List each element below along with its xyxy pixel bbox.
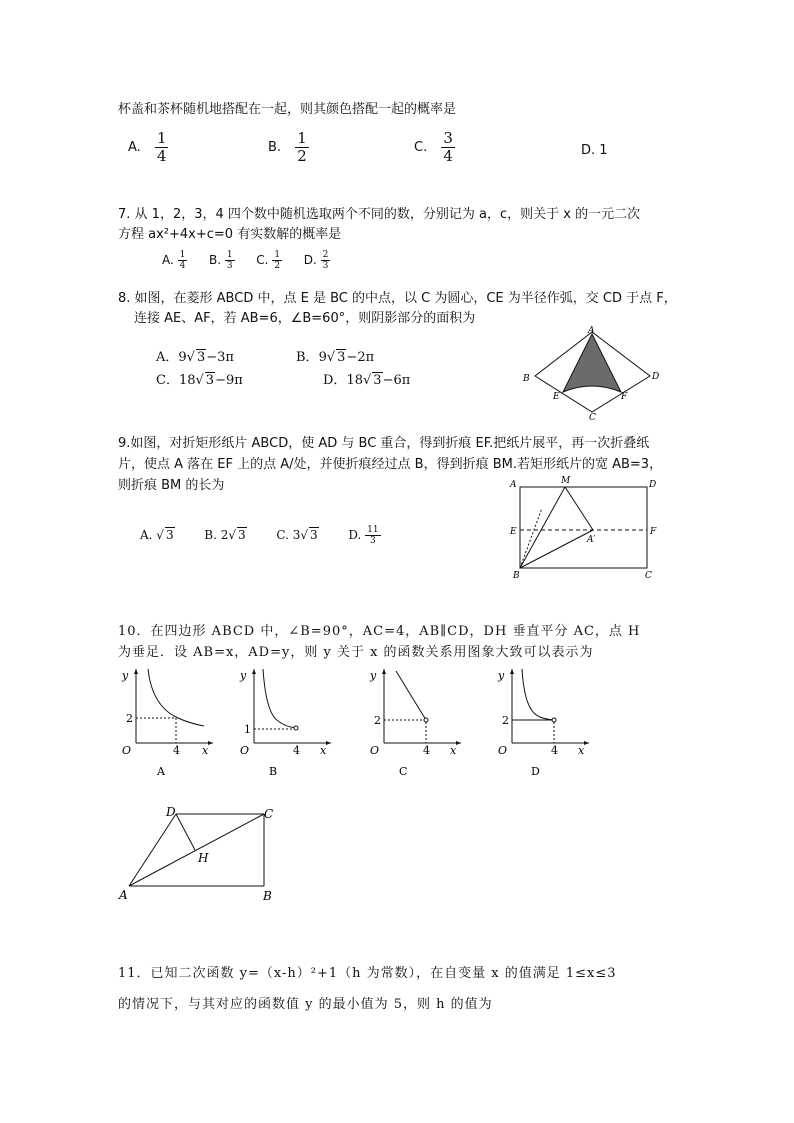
q9-stem-line1: 9.如图，对折矩形纸片 ABCD，使 AD 与 BC 重合，得到折痕 EF.把纸片展平，再一次折叠纸 (118, 436, 650, 451)
label-E: E (553, 392, 560, 402)
q10-graph-d (494, 663, 594, 778)
svg-text:4: 4 (551, 744, 558, 757)
segment-MA1 (565, 487, 593, 530)
q8-stem-line2: 连接 AE、AF，若 AB=6，∠B=60°，则阴影部分的面积为 (134, 311, 476, 326)
label-A: A (510, 480, 517, 490)
q7-stem-line1: 7. 从 1，2，3，4 四个数中随机选取两个不同的数，分别记为 a，c，则关于 x 的一元二次 (118, 207, 641, 222)
label-F: F (621, 392, 628, 402)
fraction: $\frac{1}{3}$ (226, 250, 233, 271)
svg-text:O: O (240, 744, 250, 757)
svg-text:4: 4 (293, 744, 300, 757)
q6-stem: 杯盖和茶杯随机地搭配在一起，则其颜色搭配一起的概率是 (118, 102, 457, 117)
q10-stem-line1: 10．在四边形 ABCD 中，∠B=90°，AC=4，AB∥CD，DH 垂直平分 AC，点 H (118, 624, 641, 639)
q10-stem-line2: 为垂足．设 AB=x，AD=y，则 y 关于 x 的函数关系用图象大致可以表示为 (118, 645, 594, 660)
svg-text:O: O (122, 744, 132, 757)
q6-option-b (268, 130, 309, 165)
fraction: $\frac{1}{2}$ (297, 129, 307, 165)
option-label: C. (414, 140, 428, 155)
diagonal-AC (129, 814, 264, 886)
curve (263, 669, 296, 728)
graph-caption: A (157, 765, 165, 778)
q9-options: A. √ 3 B. 2√ 3 C. 3√ 3 D. $\frac{11}{3}$ (140, 525, 379, 546)
label-C: C (589, 413, 596, 422)
q10-quadrilateral-figure (116, 802, 286, 906)
svg-text:4: 4 (423, 744, 430, 757)
label-A: A (588, 326, 595, 336)
q6-option-d: D. 1 (581, 143, 608, 158)
svg-text:C: C (264, 807, 274, 821)
option-label: A. (162, 253, 174, 267)
option-label: B. (268, 140, 282, 155)
q9-stem-line3: 则折痕 BM 的长为 (118, 478, 225, 493)
fraction: $\frac{1}{4}$ (179, 250, 186, 271)
svg-text:x: x (578, 744, 585, 757)
svg-text:x: x (202, 744, 209, 757)
q8-option-b: B．9√ 3−2π (296, 350, 375, 365)
graph-caption: C (399, 765, 408, 778)
label-A-prime: A′ (587, 535, 596, 545)
shaded-region (563, 334, 621, 392)
svg-text:y: y (240, 669, 247, 682)
svg-text:D: D (166, 805, 176, 819)
svg-text:H: H (198, 851, 209, 865)
q9-rectangle-figure (505, 472, 665, 584)
svg-text:2: 2 (374, 714, 381, 727)
svg-text:y: y (122, 669, 129, 682)
q11-stem-line2: 的情况下，与其对应的函数值 y 的最小值为 5，则 h 的值为 (118, 997, 493, 1012)
q11-stem-line1: 11．已知二次函数 y=（x-h）²+1（h 为常数），在自变量 x 的值满足 1≤x≤3 (118, 966, 617, 981)
segment-DH (176, 814, 195, 850)
q7-options (162, 250, 330, 271)
svg-text:2: 2 (502, 714, 509, 727)
label-M: M (561, 476, 571, 486)
curve (522, 669, 554, 720)
fraction: $\frac{1}{2}$ (274, 250, 281, 271)
graph-caption: D (531, 765, 540, 778)
svg-text:O: O (370, 744, 380, 757)
svg-text:y: y (370, 669, 377, 682)
svg-text:x: x (320, 744, 327, 757)
q10-graph-a (118, 663, 218, 778)
fraction: $\frac{2}{3}$ (322, 250, 329, 271)
fraction: $\frac{11}{3}$ (367, 525, 379, 546)
segment-BA1-dashed (520, 508, 542, 568)
graph-caption: B (269, 765, 278, 778)
q6-option-c (414, 130, 455, 165)
svg-text:2: 2 (126, 712, 133, 725)
rectangle-outline (520, 487, 647, 568)
q8-option-a: A．9√ 3−3π (156, 350, 234, 365)
curve (148, 669, 204, 726)
svg-text:4: 4 (173, 744, 180, 757)
q8-option-c: C．18√ 3−9π (156, 373, 243, 388)
option-label: B. (209, 253, 222, 267)
svg-text:O: O (498, 744, 508, 757)
label-F: F (650, 527, 657, 537)
segment (396, 671, 426, 720)
label-C: C (645, 571, 652, 581)
q8-stem-line1: 8. 如图，在菱形 ABCD 中，点 E 是 BC 的中点，以 C 为圆心，CE 为半径作弧，交 CD 于点 F， (118, 291, 677, 306)
label-E: E (510, 527, 517, 537)
label-D: D (652, 372, 660, 382)
q10-graph-b (236, 663, 336, 778)
q8-option-d: D．18√ 3−6π (323, 373, 411, 388)
option-label: C. (256, 253, 269, 267)
svg-text:x: x (450, 744, 457, 757)
q8-rhombus-figure (515, 322, 665, 422)
side-AD (129, 814, 176, 886)
q7-stem-line2: 方程 ax²+4x+c=0 有实数解的概率是 (118, 227, 342, 242)
fraction: $\frac{1}{4}$ (156, 129, 167, 165)
label-B: B (513, 571, 520, 581)
label-B: B (523, 374, 530, 384)
svg-text:1: 1 (244, 723, 251, 736)
option-label: A. (128, 140, 141, 155)
option-label: D. (303, 253, 317, 267)
svg-text:y: y (498, 669, 505, 682)
q10-graph-c (366, 663, 466, 778)
svg-text:A: A (119, 888, 128, 902)
label-D: D (649, 480, 657, 490)
q9-stem-line2: 片，使点 A 落在 EF 上的点 A/处，并使折痕经过点 B，得到折痕 BM.若矩形纸片的宽 AB=3， (118, 457, 663, 472)
q6-option-a (128, 130, 168, 165)
svg-text:B: B (263, 889, 272, 903)
fraction: $\frac{3}{4}$ (443, 129, 453, 165)
